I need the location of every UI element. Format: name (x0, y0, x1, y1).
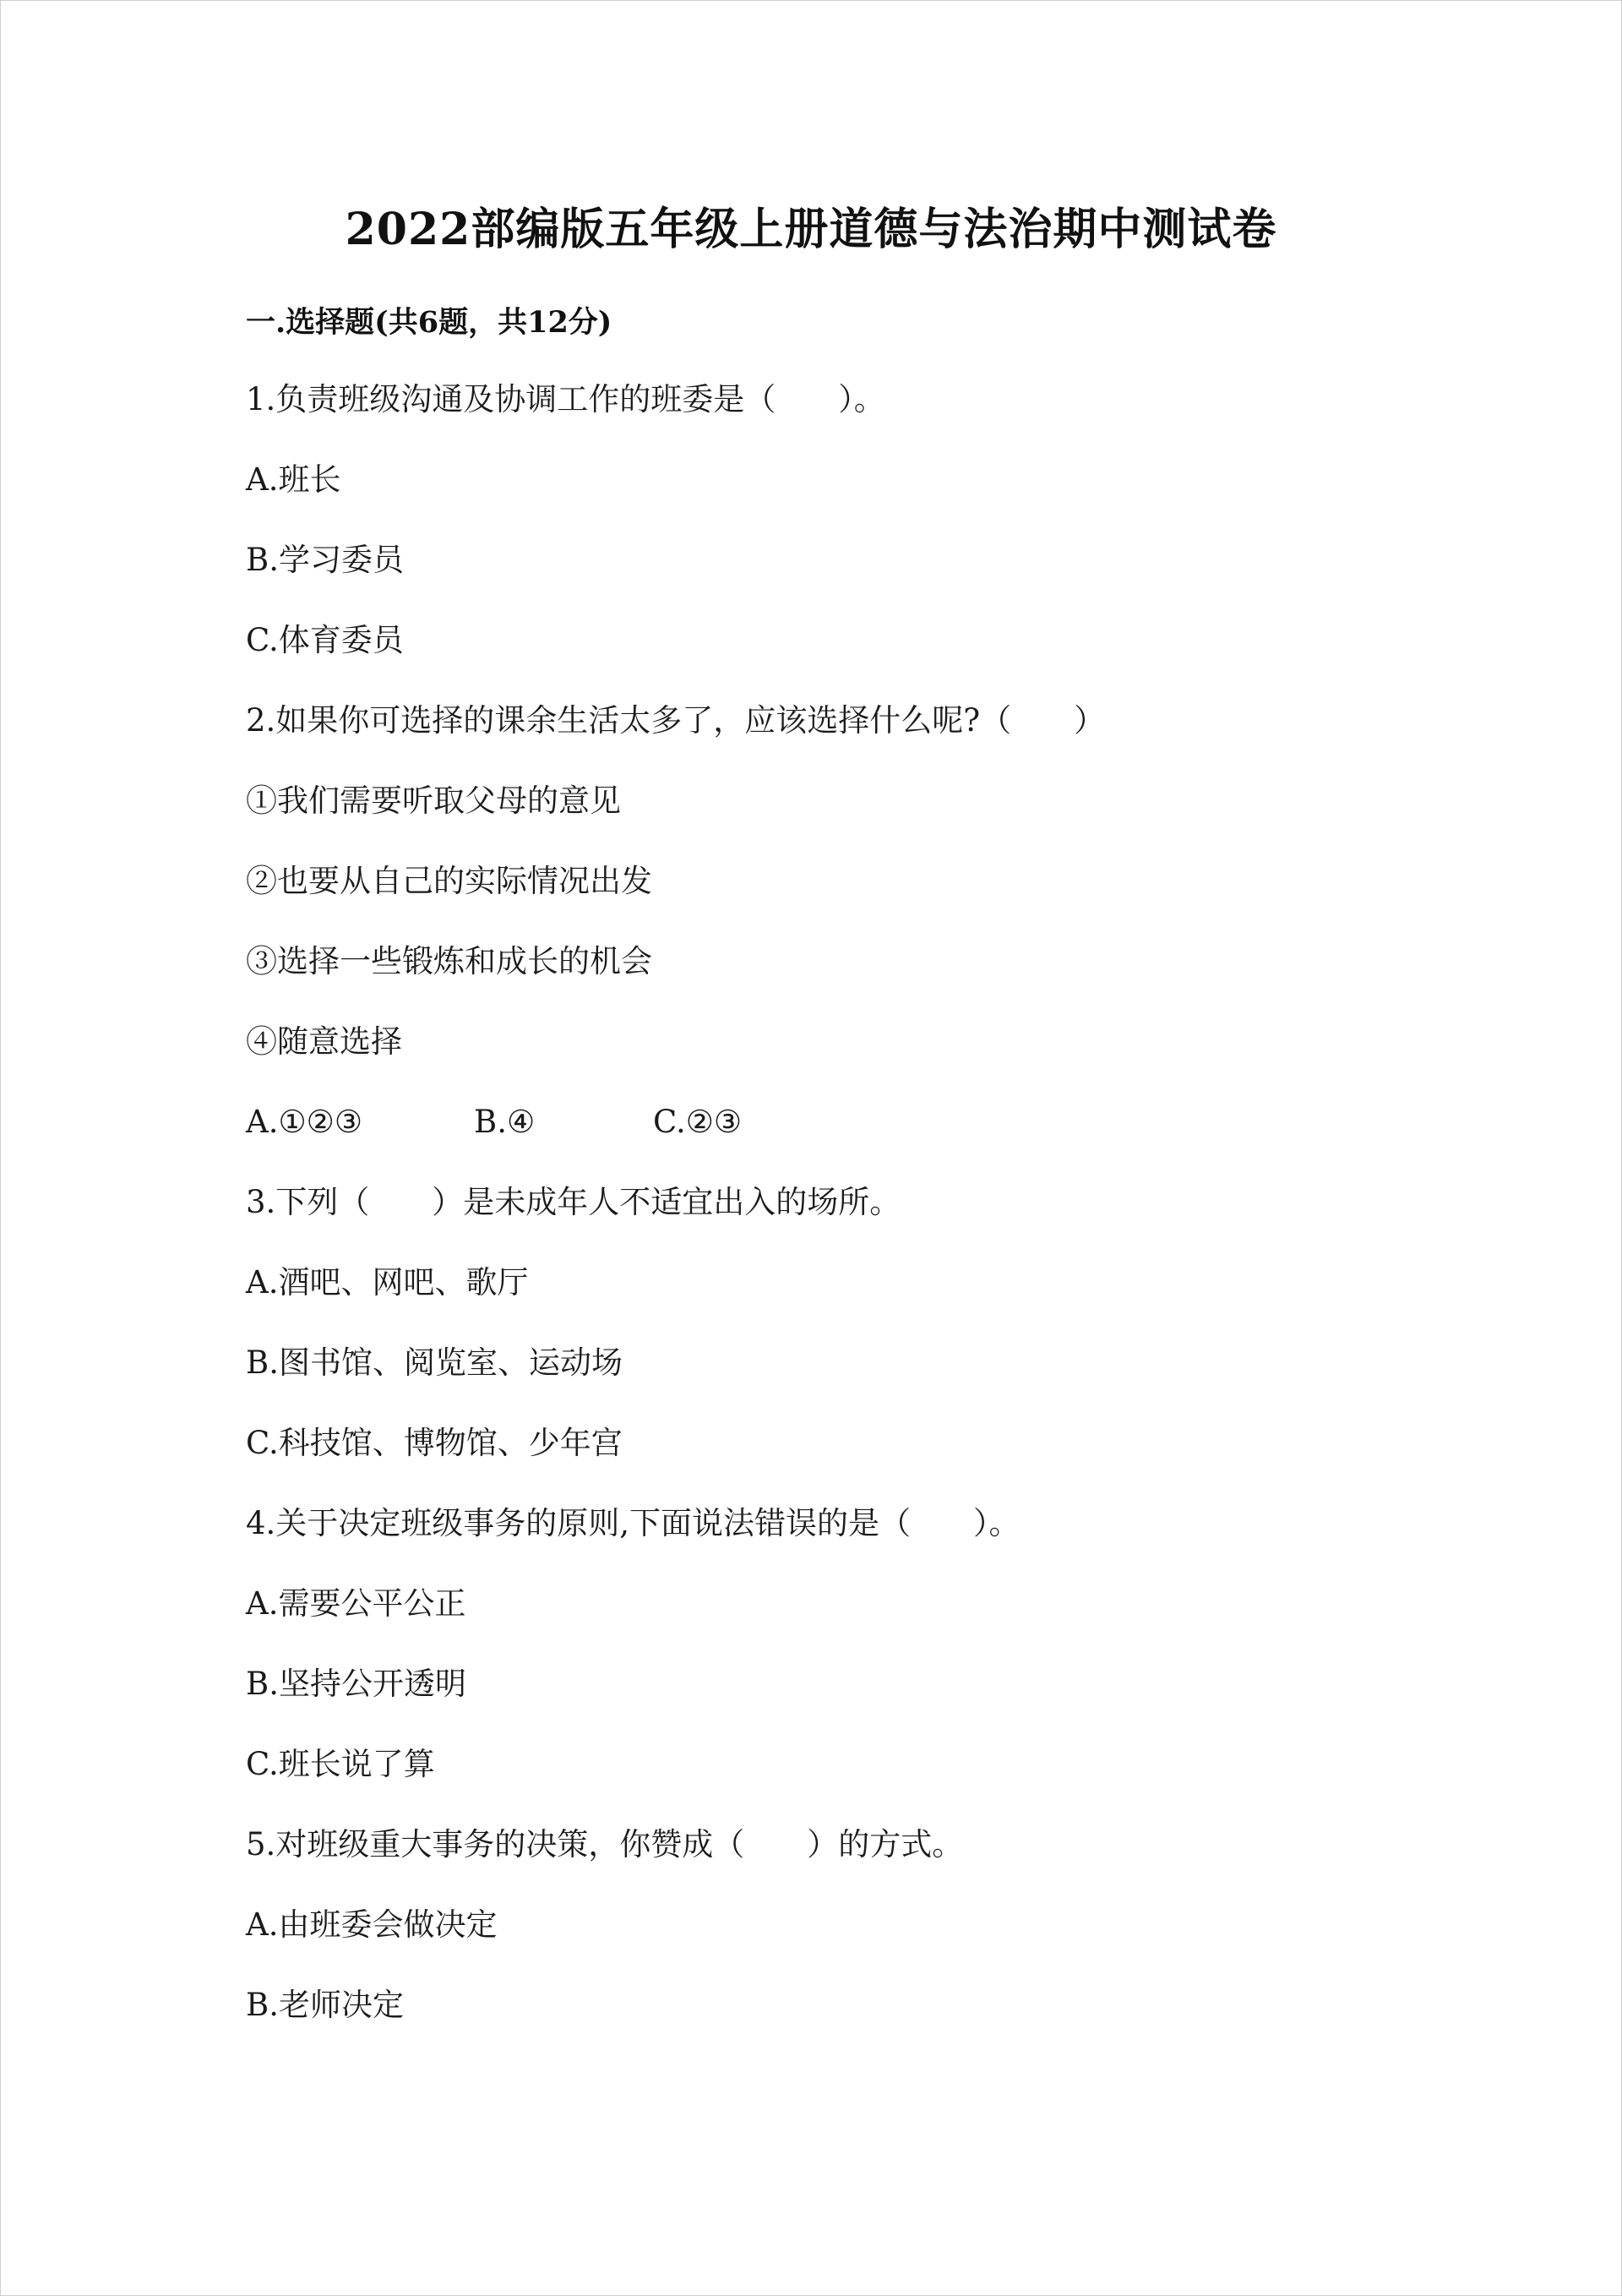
question-3-stem: 3.下列（ ）是未成年人不适宜出入的场所。 (246, 1184, 901, 1220)
question-4-stem: 4.关于决定班级事务的原则,下面说法错误的是（ ）。 (246, 1505, 1021, 1541)
question-1-stem: 1.负责班级沟通及协调工作的班委是（ ）。 (246, 381, 885, 417)
question-1-option-a: A.班长 (246, 461, 341, 498)
question-3-option-c: C.科技馆、博物馆、少年宫 (246, 1425, 623, 1461)
question-3-option-a: A.酒吧、网吧、歌厅 (246, 1264, 529, 1301)
section-heading: 一.选择题(共6题，共12分) (246, 305, 612, 340)
question-2-statement-4: ④随意选择 (246, 1023, 402, 1060)
question-4-option-b: B.坚持公开透明 (246, 1666, 466, 1702)
question-1-option-b: B.学习委员 (246, 542, 404, 578)
question-1-option-c: C.体育委员 (246, 622, 404, 658)
question-2-statement-3: ③选择一些锻炼和成长的机会 (246, 943, 652, 979)
question-4-option-c: C.班长说了算 (246, 1746, 435, 1782)
question-4-option-a: A.需要公平公正 (246, 1585, 466, 1622)
question-5-option-b: B.老师决定 (246, 1987, 404, 2023)
question-2-option-c: C.②③ (653, 1104, 743, 1140)
question-5-option-a: A.由班委会做决定 (246, 1906, 498, 1943)
question-2-options (246, 1104, 742, 1141)
question-2-statement-2: ②也要从自己的实际情况出发 (246, 863, 652, 899)
question-2-option-a: A.①②③ (246, 1104, 362, 1140)
question-2-option-b: B.④ (474, 1104, 536, 1140)
question-2-statement-1: ①我们需要听取父母的意见 (246, 783, 621, 819)
question-5-stem: 5.对班级重大事务的决策，你赞成（ ）的方式。 (246, 1826, 964, 1862)
question-3-option-b: B.图书馆、阅览室、运动场 (246, 1344, 623, 1381)
question-2-stem: 2.如果你可选择的课余生活太多了，应该选择什么呢?（ ） (246, 702, 1106, 739)
page-title: 2022部编版五年级上册道德与法治期中测试卷 (345, 204, 1277, 255)
